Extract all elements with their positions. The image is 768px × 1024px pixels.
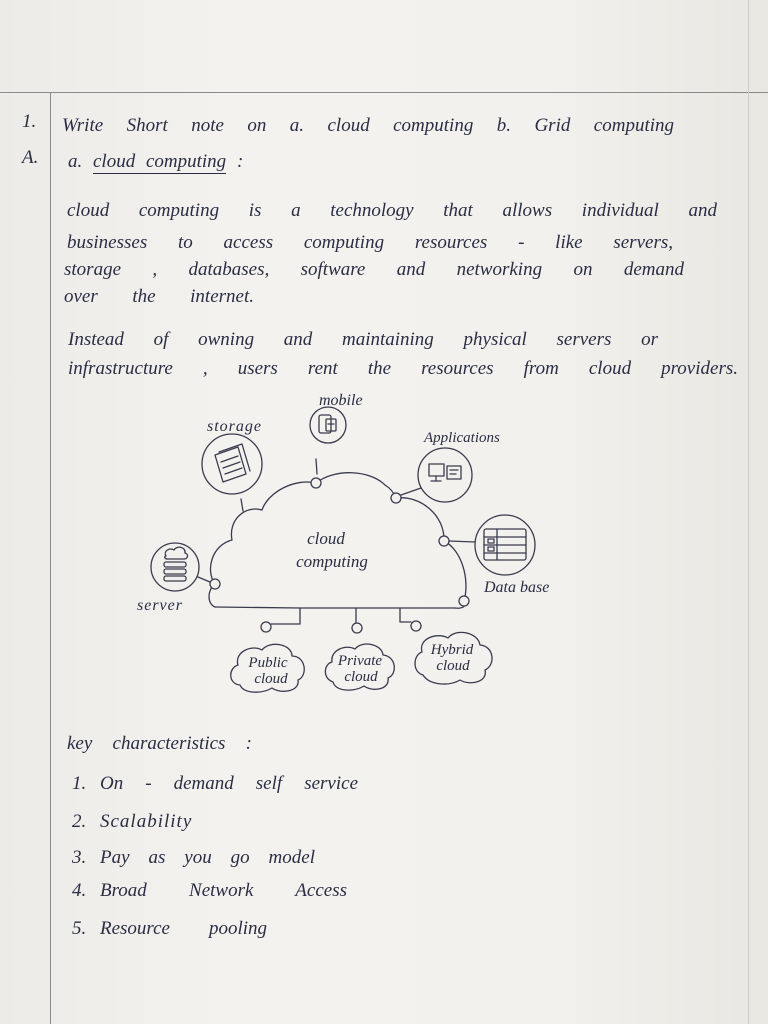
- question-prompt: Write Short note on a. cloud computing b. Grid computing: [62, 115, 674, 136]
- database-table-icon: [475, 515, 535, 575]
- database-label: Data base: [484, 579, 550, 596]
- explanation-line: infrastructure , users rent the resources from cloud providers.: [68, 358, 738, 379]
- characteristic-item: [72, 917, 267, 941]
- public-cloud-label-line1: Public: [248, 655, 288, 671]
- hybrid-cloud-label-line2: cloud: [436, 658, 470, 674]
- server-connector-line: [198, 577, 210, 582]
- item-text: Pay as you go model: [100, 847, 315, 868]
- public-cloud-label-line2: cloud: [254, 671, 288, 687]
- question-number: 1.: [22, 111, 37, 132]
- item-text: Resource pooling: [100, 918, 267, 939]
- applications-label: Applications: [424, 430, 500, 446]
- private-cloud-label-line2: cloud: [344, 669, 378, 685]
- item-number: 2.: [72, 811, 87, 832]
- heading-suffix: :: [236, 151, 244, 172]
- connector-dot: [210, 579, 220, 589]
- definition-line: cloud computing is a technology that allows individual and: [67, 200, 717, 221]
- connector-dot: [352, 623, 362, 633]
- database-connector-line: [449, 541, 475, 542]
- characteristics-heading: key characteristics :: [67, 733, 252, 754]
- applications-connector-line: [401, 488, 421, 495]
- connector-dot: [391, 493, 401, 503]
- connector-dot: [459, 596, 469, 606]
- connector-dot: [261, 622, 271, 632]
- mobile-connector-line: [316, 459, 317, 474]
- center-label-line1: cloud: [307, 529, 345, 548]
- hybrid-cloud-label-line1: Hybrid: [430, 642, 474, 658]
- characteristic-item: [72, 846, 315, 870]
- documents-icon: [202, 434, 262, 494]
- connector-dot: [411, 621, 421, 631]
- answer-label: A.: [22, 147, 39, 168]
- item-number: 3.: [72, 847, 87, 868]
- item-number: 4.: [72, 880, 87, 901]
- heading-prefix: a.: [68, 151, 83, 172]
- characteristic-item: [72, 879, 347, 903]
- mobile-label: mobile: [319, 392, 363, 409]
- explanation-line: Instead of owning and maintaining physical servers or: [68, 329, 658, 350]
- item-text: On - demand self service: [100, 773, 358, 794]
- heading-title: cloud computing: [93, 151, 227, 172]
- server-label: server: [137, 597, 183, 614]
- private-cloud-label-line1: Private: [337, 653, 383, 669]
- characteristic-item: [72, 810, 192, 834]
- storage-connector-line: [241, 499, 243, 511]
- item-text: Scalability: [100, 811, 193, 832]
- server-stack-icon: [151, 543, 199, 591]
- definition-line: storage , databases, software and networking on demand: [64, 259, 684, 280]
- characteristic-item: [72, 772, 358, 796]
- definition-line: businesses to access computing resources - like servers,: [67, 232, 673, 253]
- connector-dot: [439, 536, 449, 546]
- definition-line: over the internet.: [64, 286, 254, 307]
- item-number: 5.: [72, 918, 87, 939]
- item-number: 1.: [72, 773, 87, 794]
- applications-icon: [418, 448, 472, 502]
- center-label-line2: computing: [296, 552, 368, 571]
- connector-dot: [311, 478, 321, 488]
- storage-label: storage: [207, 418, 262, 435]
- item-text: Broad Network Access: [100, 880, 347, 901]
- mobile-phone-icon: [310, 407, 346, 443]
